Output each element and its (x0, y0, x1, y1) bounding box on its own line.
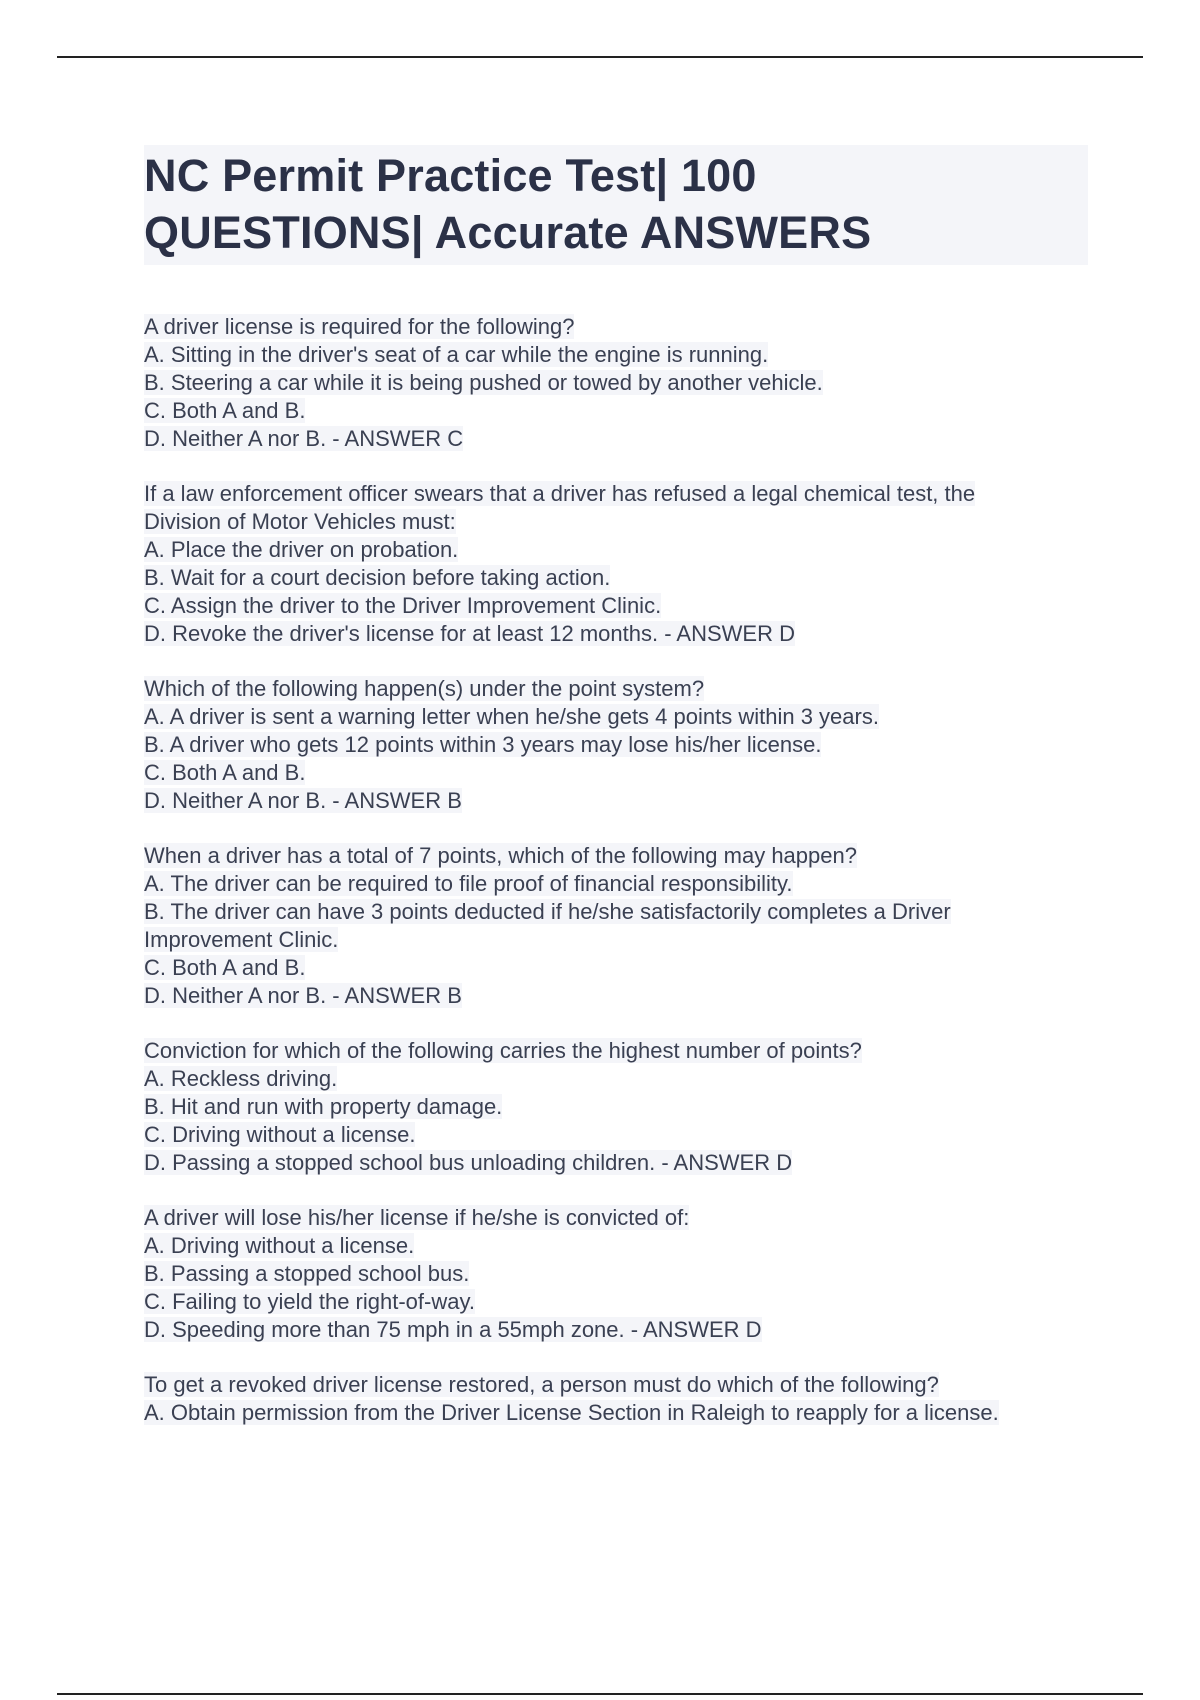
question-list (144, 313, 1094, 1454)
title-line: NC Permit Practice Test| 100 (144, 150, 757, 201)
question-item (144, 480, 1094, 648)
question-line: If a law enforcement officer swears that a driver has refused a legal chemical test, the (144, 481, 976, 506)
option-line: C. Driving without a license. (144, 1122, 416, 1147)
option-line: B. A driver who gets 12 points within 3 years may lose his/her license. (144, 732, 822, 757)
option-line: C. Both A and B. (144, 760, 306, 785)
option-line: A. Sitting in the driver's seat of a car while the engine is running. (144, 342, 769, 367)
question-line: A driver will lose his/her license if he/she is convicted of: (144, 1205, 690, 1230)
option-line: B. Hit and run with property damage. (144, 1094, 503, 1119)
page-title (144, 147, 1088, 261)
question-item (144, 1371, 1094, 1427)
option-line: B. Steering a car while it is being pushed or towed by another vehicle. (144, 370, 823, 395)
question-item (144, 313, 1094, 453)
option-line: C. Failing to yield the right-of-way. (144, 1289, 475, 1314)
question-line: Division of Motor Vehicles must: (144, 509, 456, 534)
answer-line: D. Revoke the driver's license for at least 12 months. - ANSWER D (144, 621, 795, 646)
answer-line: D. Passing a stopped school bus unloading children. - ANSWER D (144, 1150, 793, 1175)
option-line: C. Both A and B. (144, 955, 306, 980)
question-line: Conviction for which of the following carries the highest number of points? (144, 1038, 862, 1063)
answer-line: D. Neither A nor B. - ANSWER B (144, 788, 462, 813)
option-line: A. A driver is sent a warning letter when he/she gets 4 points within 3 years. (144, 704, 879, 729)
option-line: C. Assign the driver to the Driver Improvement Clinic. (144, 593, 662, 618)
title-block (144, 145, 1088, 265)
option-line: C. Both A and B. (144, 398, 306, 423)
question-item (144, 1204, 1094, 1344)
question-line: When a driver has a total of 7 points, which of the following may happen? (144, 843, 857, 868)
header-rule (57, 56, 1143, 58)
title-line: QUESTIONS| Accurate ANSWERS (144, 207, 872, 258)
question-item (144, 842, 1094, 1010)
option-line: B. Wait for a court decision before taking action. (144, 565, 611, 590)
option-line: A. Driving without a license. (144, 1233, 415, 1258)
footer-rule (57, 1693, 1143, 1695)
answer-line: D. Neither A nor B. - ANSWER B (144, 983, 462, 1008)
option-line: A. The driver can be required to file proof of financial responsibility. (144, 871, 793, 896)
question-item (144, 675, 1094, 815)
option-line: A. Reckless driving. (144, 1066, 338, 1091)
answer-line: D. Neither A nor B. - ANSWER C (144, 426, 464, 451)
option-line: A. Obtain permission from the Driver License Section in Raleigh to reapply for a license. (144, 1400, 999, 1425)
option-line: B. The driver can have 3 points deducted if he/she satisfactorily completes a Driver (144, 899, 951, 924)
option-line: Improvement Clinic. (144, 927, 339, 952)
question-line: Which of the following happen(s) under the point system? (144, 676, 705, 701)
answer-line: D. Speeding more than 75 mph in a 55mph zone. - ANSWER D (144, 1317, 762, 1342)
option-line: B. Passing a stopped school bus. (144, 1261, 470, 1286)
question-line: To get a revoked driver license restored, a person must do which of the following? (144, 1372, 939, 1397)
question-item (144, 1037, 1094, 1177)
option-line: A. Place the driver on probation. (144, 537, 459, 562)
question-line: A driver license is required for the following? (144, 314, 575, 339)
